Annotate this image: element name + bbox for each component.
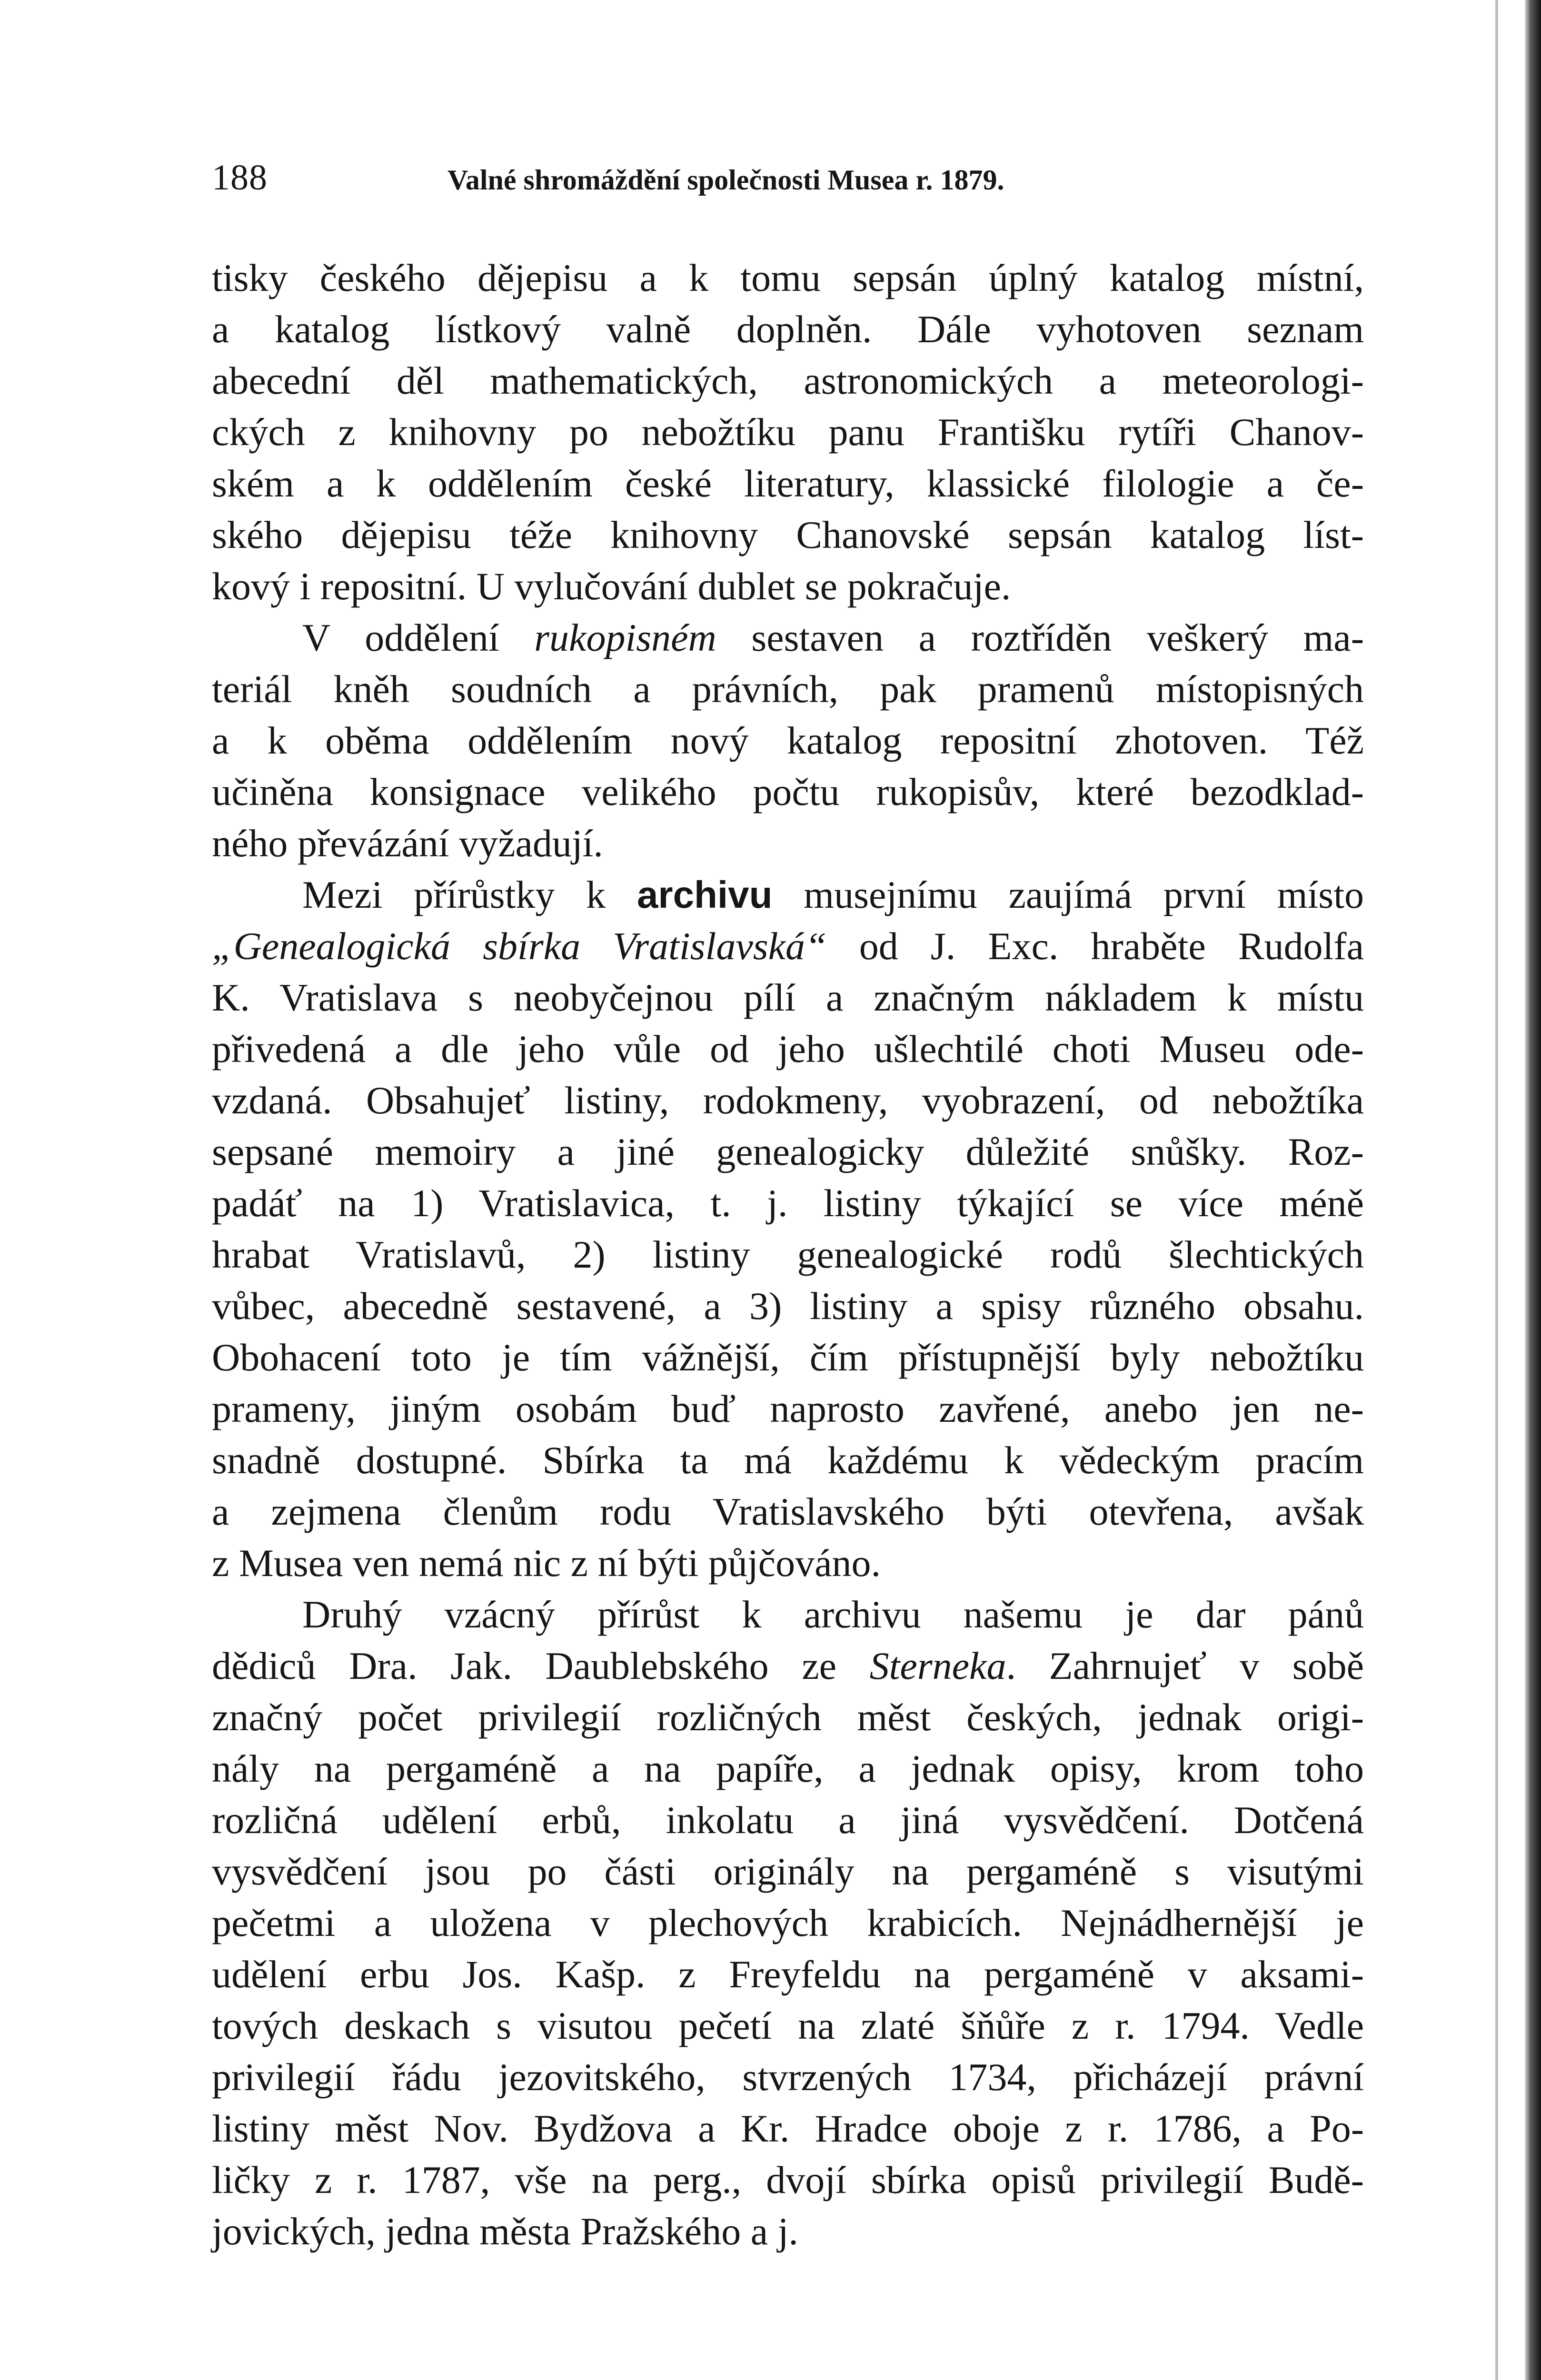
text-line xyxy=(212,2052,1364,2103)
text-span: značný počet privilegií rozličných měst českých, jednak origi- xyxy=(212,1696,1364,1739)
text-span: kový i repositní. U vylučování dublet se pokračuje. xyxy=(212,565,1011,608)
text-span: tisky českého dějepisu a k tomu sepsán úplný katalog místní, xyxy=(212,256,1364,299)
text-span: dědiců Dra. Jak. Daublebského ze xyxy=(212,1644,870,1687)
text-span: tových deskach s visutou pečetí na zlaté šňůře z r. 1794. Vedle xyxy=(212,2004,1364,2047)
text-span: prameny, jiným osobám buď naprosto zavřené, anebo jen ne- xyxy=(212,1387,1364,1430)
text-span: Druhý vzácný přírůst k archivu našemu je dar pánů xyxy=(302,1593,1364,1636)
text-span: rozličná udělení erbů, inkolatu a jiná vysvědčení. Dotčená xyxy=(212,1798,1364,1842)
text-span: a katalog lístkový valně doplněn. Dále vyhotoven seznam xyxy=(212,307,1364,351)
text-line xyxy=(212,458,1364,509)
text-span: Mezi přírůstky k xyxy=(302,873,637,916)
text-span: teriál kněh soudních a právních, pak pramenů místopisných xyxy=(212,667,1364,711)
text-span: privilegií řádu jezovitského, stvrzených 1734, přicházejí právní xyxy=(212,2055,1364,2099)
text-span: jovických, jedna města Pražského a j. xyxy=(212,2210,798,2253)
text-span: ličky z r. 1787, vše na perg., dvojí sbírka opisů privilegií Budě- xyxy=(212,2158,1364,2202)
text-line xyxy=(212,509,1364,561)
text-span: . Zahrnujeť v sobě xyxy=(1006,1644,1364,1687)
text-span: ckých z knihovny po nebožtíku panu Františku rytíři Chanov- xyxy=(212,410,1364,454)
text-line xyxy=(212,355,1364,407)
text-line xyxy=(212,2000,1364,2052)
page-header xyxy=(212,151,1383,204)
text-line xyxy=(212,921,1364,972)
text-line xyxy=(212,1075,1364,1126)
text-line xyxy=(212,1126,1364,1178)
text-line xyxy=(212,407,1364,458)
text-line xyxy=(212,304,1364,355)
text-line xyxy=(212,2103,1364,2154)
text-line xyxy=(212,1023,1364,1075)
text-span: abecední děl mathematických, astronomických a meteorologi- xyxy=(212,359,1364,402)
emphasis-rukopisnem: rukopisném xyxy=(534,616,716,659)
text-span: udělení erbu Jos. Kašp. z Freyfeldu na pergaméně v aksami- xyxy=(212,1953,1364,1996)
text-span: listiny měst Nov. Bydžova a Kr. Hradce oboje z r. 1786, a Po- xyxy=(212,2107,1364,2150)
text-line xyxy=(212,1589,1364,1640)
text-span: ného převázání vyžadují. xyxy=(212,822,603,865)
text-line xyxy=(212,1897,1364,1949)
emphasis-genealogicka-sbirka: „Genealogická sbírka Vratislavská“ xyxy=(212,924,827,968)
body-text xyxy=(212,252,1364,2257)
text-line xyxy=(212,972,1364,1023)
text-span: ském a k oddělením české literatury, klassické filologie a če- xyxy=(212,462,1364,505)
text-line xyxy=(212,2206,1364,2257)
text-line xyxy=(212,1280,1364,1332)
text-span: padáť na 1) Vratislavica, t. j. listiny týkající se více méně xyxy=(212,1181,1364,1225)
text-span: a zejmena členům rodu Vratislavského býti otevřena, avšak xyxy=(212,1490,1364,1533)
text-line xyxy=(212,1949,1364,2000)
text-line xyxy=(212,1229,1364,1280)
text-line xyxy=(212,1692,1364,1743)
text-line xyxy=(212,612,1364,664)
text-span: hrabat Vratislavů, 2) listiny genealogické rodů šlechtických xyxy=(212,1233,1364,1276)
text-span: vůbec, abecedně sestavené, a 3) listiny a spisy různého obsahu. xyxy=(212,1284,1364,1328)
text-line xyxy=(212,818,1364,869)
text-line xyxy=(212,1332,1364,1383)
emphasis-sterneka: Sterneka xyxy=(869,1644,1006,1687)
text-span: snadně dostupné. Sbírka ta má každému k vědeckým pracím xyxy=(212,1438,1364,1482)
text-span: pečetmi a uložena v plechových krabicích. Nejnádhernější je xyxy=(212,1901,1364,1944)
text-line xyxy=(212,869,1364,921)
text-span: vysvědčení jsou po části originály na pergaméně s visutými xyxy=(212,1850,1364,1893)
text-line xyxy=(212,1178,1364,1229)
text-span: přivedená a dle jeho vůle od jeho ušlechtilé choti Museu ode- xyxy=(212,1027,1364,1071)
text-span: od J. Exc. hraběte Rudolfa xyxy=(826,924,1364,968)
text-line xyxy=(212,1486,1364,1537)
text-span: K. Vratislava s neobyčejnou pílí a značným nákladem k místu xyxy=(212,976,1364,1019)
text-line xyxy=(212,1435,1364,1486)
text-span: učiněna konsignace velikého počtu rukopisův, které bezodklad- xyxy=(212,770,1364,813)
text-span: V oddělení xyxy=(302,616,535,659)
text-line xyxy=(212,2154,1364,2206)
page-number: 188 xyxy=(212,158,268,198)
text-span: Obohacení toto je tím vážnější, čím přístupnější byly nebožtíku xyxy=(212,1336,1364,1379)
text-span: sepsané memoiry a jiné genealogicky důležité snůšky. Roz- xyxy=(212,1130,1364,1173)
text-line xyxy=(212,715,1364,766)
page-edge-line xyxy=(1495,0,1498,2380)
text-line xyxy=(212,561,1364,612)
emphasis-archivu: archivu xyxy=(636,873,773,916)
text-span: sestaven a roztříděn veškerý ma- xyxy=(716,616,1364,659)
text-span: z Musea ven nemá nic z ní býti půjčováno. xyxy=(212,1541,881,1585)
text-line xyxy=(212,1383,1364,1435)
text-line xyxy=(212,1846,1364,1897)
text-span: vzdaná. Obsahujeť listiny, rodokmeny, vyobrazení, od nebožtíka xyxy=(212,1079,1364,1122)
text-line xyxy=(212,1640,1364,1692)
text-span: a k oběma oddělením nový katalog repositní zhotoven. Též xyxy=(212,719,1364,762)
running-title: Valné shromáždění společnosti Musea r. 1879. xyxy=(447,164,1004,196)
text-line xyxy=(212,252,1364,304)
text-line xyxy=(212,1537,1364,1589)
text-span: ského dějepisu téže knihovny Chanovské sepsán katalog líst- xyxy=(212,513,1364,556)
text-line xyxy=(212,1795,1364,1846)
text-line xyxy=(212,766,1364,818)
text-line xyxy=(212,1743,1364,1795)
text-span: nály na pergaméně a na papíře, a jednak opisy, krom toho xyxy=(212,1747,1364,1790)
text-line xyxy=(212,664,1364,715)
page-edge-shadow xyxy=(1525,0,1541,2380)
text-span: musejnímu zaujímá první místo xyxy=(772,873,1364,916)
